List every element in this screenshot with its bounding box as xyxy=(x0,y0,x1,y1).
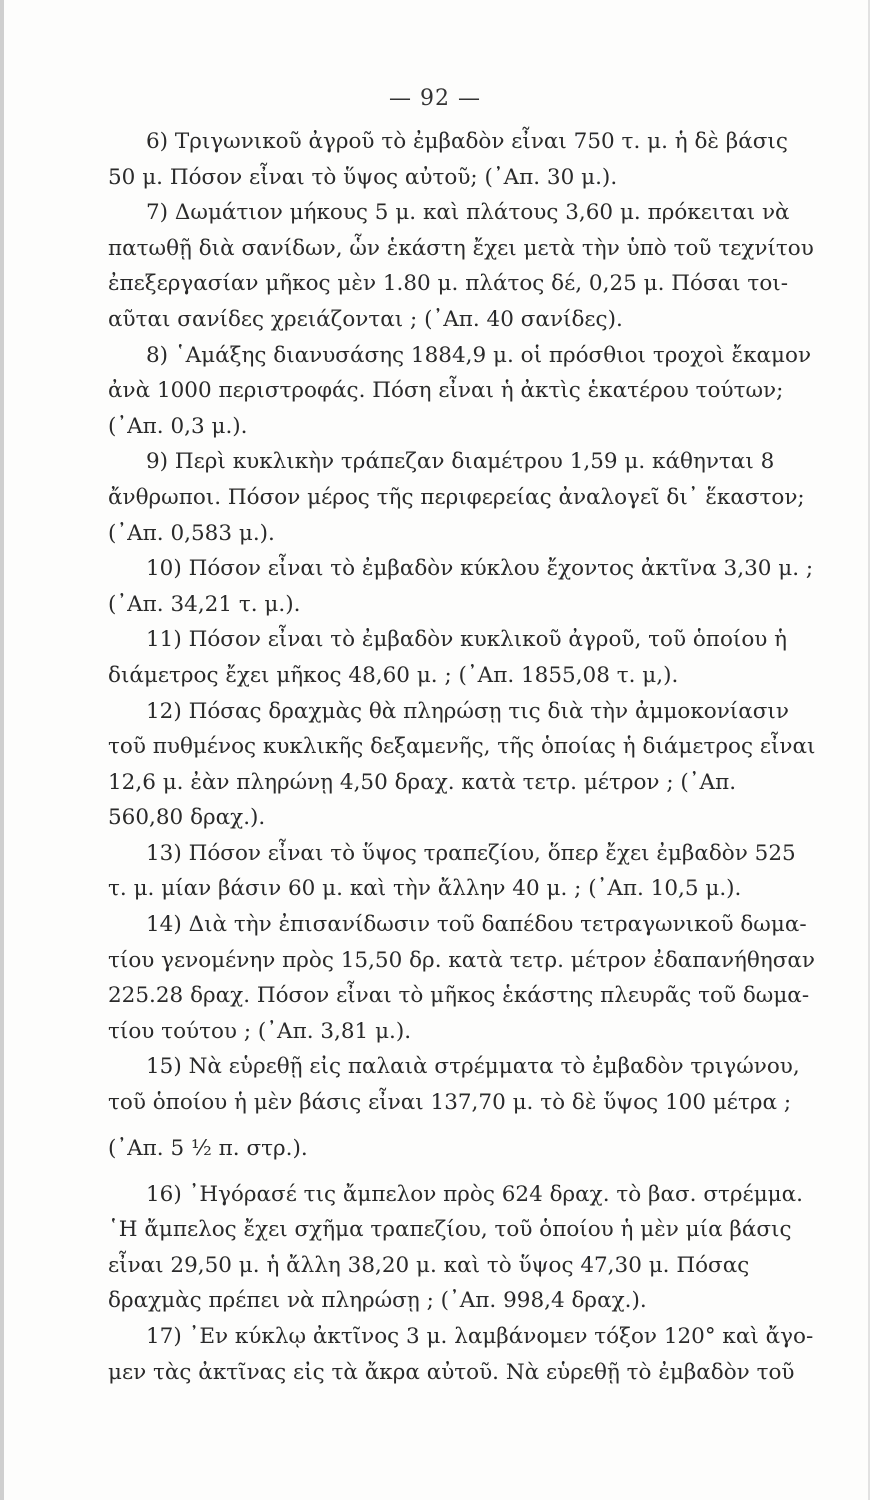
text-line: (᾿Απ. 34,21 τ. μ.). xyxy=(108,591,301,617)
text-line: 560,80 δραχ.). xyxy=(108,805,266,831)
text-body xyxy=(108,124,868,1390)
text-line: τίου γενομένην πρὸς 15,50 δρ. κατὰ τετρ. μέτρον ἐδαπανήθησαν xyxy=(108,947,815,973)
text-line: (᾿Απ. 5 ½ π. στρ.). xyxy=(108,1135,308,1161)
text-line: τ. μ. μίαν βάσιν 60 μ. καὶ τὴν ἄλλην 40 μ. ; (᾿Απ. 10,5 μ.). xyxy=(108,876,742,902)
text-line: 6) Τριγωνικοῦ ἀγροῦ τὸ ἐμβαδὸν εἶναι 750 τ. μ. ἡ δὲ βάσις xyxy=(146,129,788,154)
text-line: 14) Διὰ τὴν ἐπισανίδωσιν τοῦ δαπέδου τετραγωνικοῦ δωμα- xyxy=(146,912,807,938)
text-line: ῾Η ἄμπελος ἔχει σχῆμα τραπεζίου, τοῦ ὁποίου ἡ μὲν μία βάσις xyxy=(108,1217,792,1243)
text-line: 8) ῾Αμάξης διανυσάσης 1884,9 μ. οἱ πρόσθιοι τροχοὶ ἔκαμον xyxy=(146,342,812,368)
text-line: ἀνὰ 1000 περιστροφάς. Πόση εἶναι ἡ ἀκτὶς ἑκατέρου τούτων; xyxy=(108,378,784,404)
text-line: ἐπεξεργασίαν μῆκος μὲν 1.80 μ. πλάτος δέ, 0,25 μ. Πόσαι τοι- xyxy=(108,271,788,297)
text-line: πατωθῇ διὰ σανίδων, ὧν ἑκάστη ἔχει μετὰ τὴν ὑπὸ τοῦ τεχνίτου xyxy=(108,235,814,261)
text-line: (᾿Απ. 0,583 μ.). xyxy=(108,520,275,546)
text-line: 10) Πόσον εἶναι τὸ ἐμβαδὸν κύκλου ἔχοντος ἀκτῖνα 3,30 μ. ; xyxy=(146,556,814,582)
text-line: (᾿Απ. 0,3 μ.). xyxy=(108,413,248,439)
text-line: 13) Πόσον εἶναι τὸ ὕψος τραπεζίου, ὅπερ ἔχει ἐμβαδὸν 525 xyxy=(146,840,796,866)
page-number: — 92 — xyxy=(389,86,481,111)
text-line: 15) Νὰ εὑρεθῇ εἰς παλαιὰ στρέμματα τὸ ἐμβαδὸν τριγώνου, xyxy=(146,1054,800,1080)
page-left-edge xyxy=(0,0,4,1500)
text-line: τοῦ ὁποίου ἡ μὲν βάσις εἶναι 137,70 μ. τὸ δὲ ὕψος 100 μέτρα ; xyxy=(108,1090,792,1116)
text-line: μεν τὰς ἀκτῖνας εἰς τὰ ἄκρα αὐτοῦ. Νὰ εὑρεθῇ τὸ ἐμβαδὸν τοῦ xyxy=(108,1359,795,1385)
text-line: δραχμὰς πρέπει νὰ πληρώσῃ ; (᾿Απ. 998,4 δραχ.). xyxy=(108,1288,647,1314)
text-line: τίου τούτου ; (᾿Απ. 3,81 μ.). xyxy=(108,1018,412,1044)
text-line: 12,6 μ. ἐὰν πληρώνῃ 4,50 δραχ. κατὰ τετρ. μέτρον ; (᾿Απ. xyxy=(108,769,737,795)
text-line: 50 μ. Πόσον εἶναι τὸ ὕψος αὐτοῦ; (᾿Απ. 30 μ.). xyxy=(108,164,618,190)
text-line: 12) Πόσας δραχμὰς θὰ πληρώσῃ τις διὰ τὴν ἀμμοκονίασιν xyxy=(146,698,789,724)
text-line: 9) Περὶ κυκλικὴν τράπεζαν διαμέτρου 1,59 μ. κάθηνται 8 xyxy=(146,449,775,475)
text-line: 16) ᾿Ηγόρασέ τις ἄμπελον πρὸς 624 δραχ. τὸ βασ. στρέμμα. xyxy=(146,1181,803,1207)
text-line: 7) Δωμάτιον μήκους 5 μ. καὶ πλάτους 3,60 μ. πρόκειται νὰ xyxy=(146,200,790,226)
text-line: 225.28 δραχ. Πόσον εἶναι τὸ μῆκος ἑκάστης πλευρᾶς τοῦ δωμα- xyxy=(108,983,810,1009)
text-line: τοῦ πυθμένος κυκλικῆς δεξαμενῆς, τῆς ὁποίας ἡ διάμετρος εἶναι xyxy=(108,734,816,760)
text-line: εἶναι 29,50 μ. ἡ ἄλλη 38,20 μ. καὶ τὸ ὕψος 47,30 μ. Πόσας xyxy=(108,1252,750,1278)
text-line: 17) ᾿Εν κύκλῳ ἀκτῖνος 3 μ. λαμβάνομεν τόξον 120° καὶ ἄγο- xyxy=(146,1324,814,1349)
text-line: αῦται σανίδες χρειάζονται ; (᾿Απ. 40 σανίδες). xyxy=(108,306,623,332)
text-line: ἄνθρωποι. Πόσον μέρος τῆς περιφερείας ἀναλογεῖ δι᾿ ἕκαστον; xyxy=(108,484,805,510)
text-line: διάμετρος ἔχει μῆκος 48,60 μ. ; (᾿Απ. 1855,08 τ. μ,). xyxy=(108,662,679,688)
text-line: 11) Πόσον εἶναι τὸ ἐμβαδὸν κυκλικοῦ ἀγροῦ, τοῦ ὁποίου ἡ xyxy=(146,627,788,653)
